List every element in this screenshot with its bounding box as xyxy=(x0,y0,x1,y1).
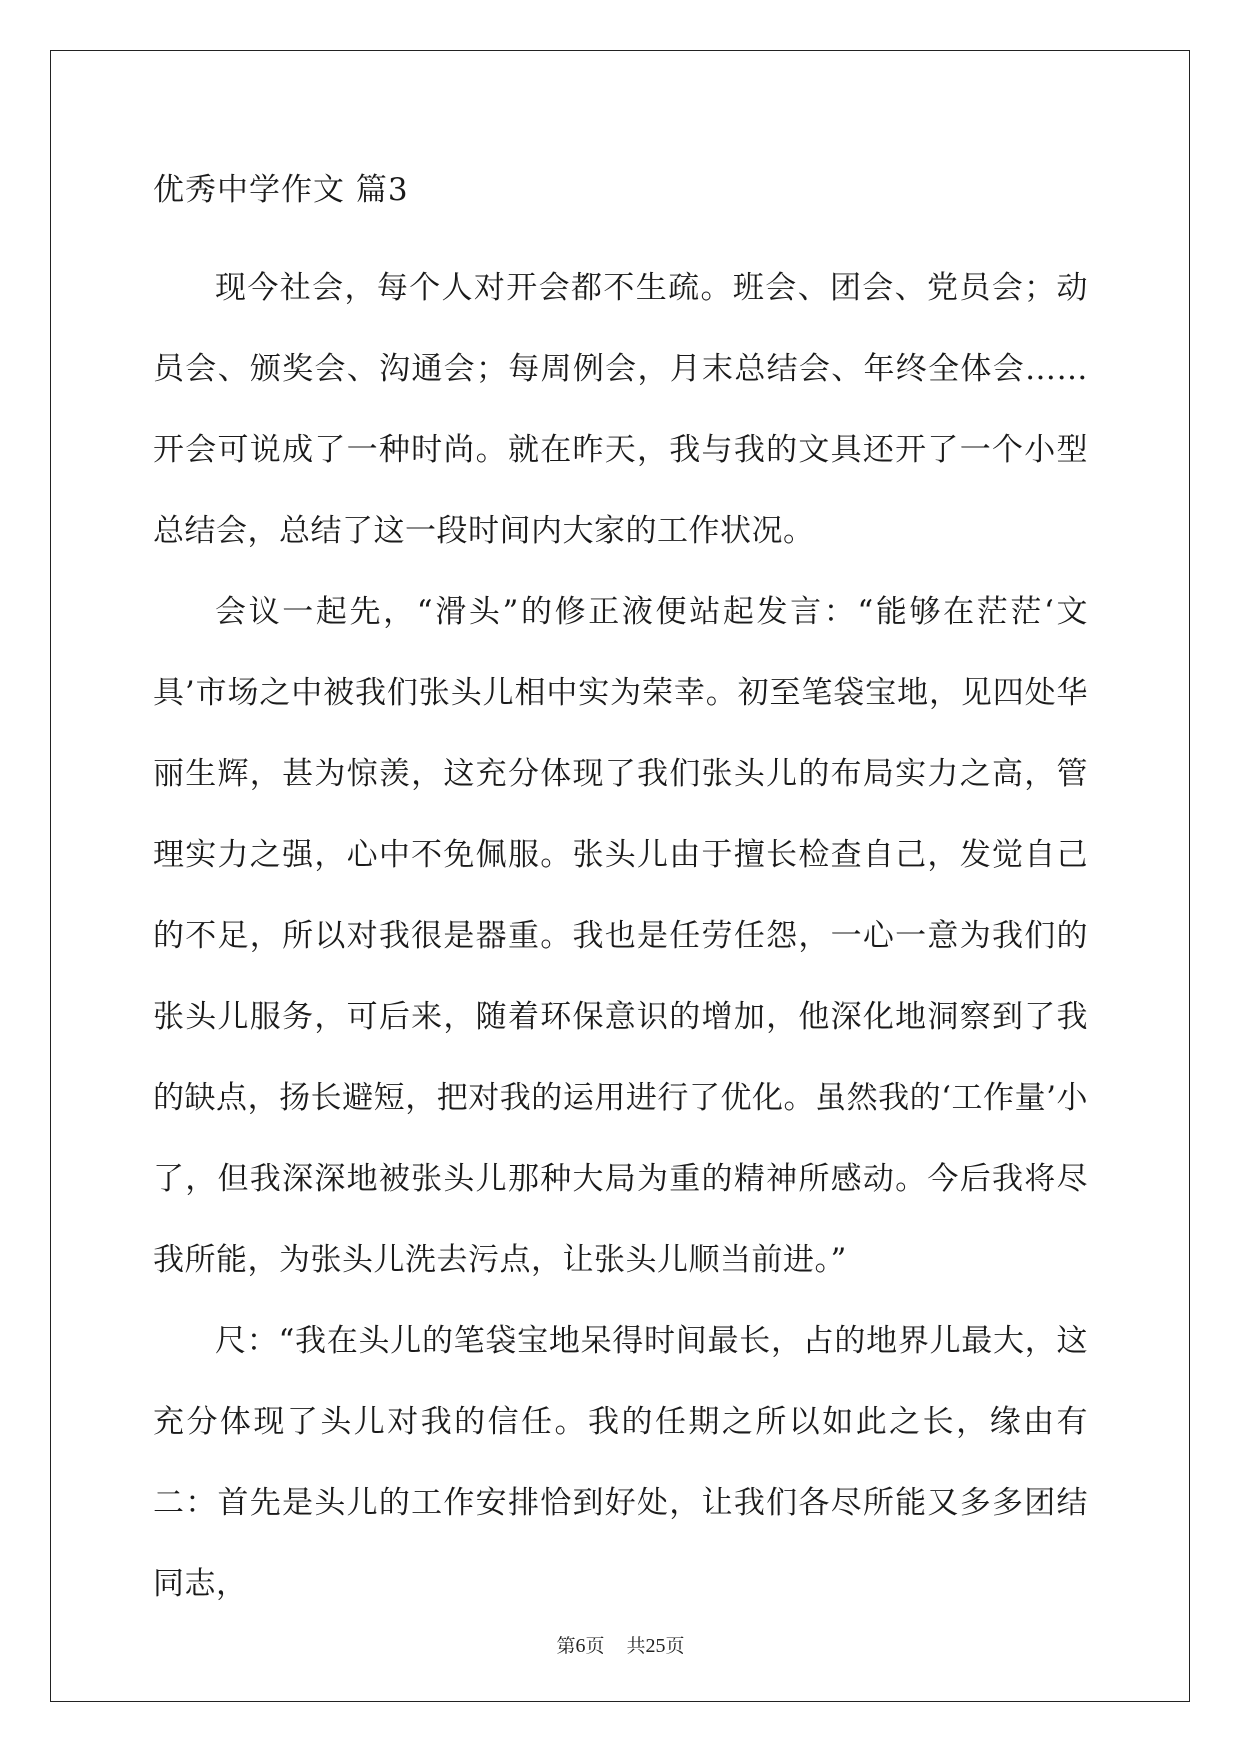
paragraph-3: 尺：“我在头儿的笔袋宝地呆得时间最长，占的地界儿最大，这充分体现了头儿对我的信任。我的任期之所以如此之长，缘由有二：首先是头儿的工作安排恰到好处，让我们各尽所能又多多团结同志， xyxy=(153,1323,1088,1602)
footer-current-page: 6 xyxy=(575,1635,586,1657)
footer-total-prefix: 共 xyxy=(626,1635,646,1657)
page-footer xyxy=(0,1634,1241,1658)
paragraph-2: 会议一起先，“滑头”的修正液便站起发言：“能够在茫茫‘文具’市场之中被我们张头儿相中实为荣幸。初至笔袋宝地，见四处华丽生辉，甚为惊羡，这充分体现了我们张头儿的布局实力之高，管理实力之强，心中不免佩服。张头儿由于擅长检查自己，发觉自己的不足，所以对我很是器重。我也是任劳任怨，一心一意为我们的张头儿服务，可后来，随着环保意识的增加，他深化地洞察到了我的缺点，扬长避短，把对我的运用进行了优化。虽然我的‘工作量’小了，但我深深地被张头儿那种大局为重的精神所感动。今后我将尽我所能，为张头儿洗去污点，让张头儿顺当前进。” xyxy=(153,594,1088,1278)
document-body xyxy=(153,248,1088,1625)
footer-prefix: 第 xyxy=(556,1635,576,1657)
footer-page-suffix: 页 xyxy=(585,1635,605,1657)
footer-total-pages: 25 xyxy=(645,1635,666,1657)
paragraph-1: 现今社会，每个人对开会都不生疏。班会、团会、党员会；动员会、颁奖会、沟通会；每周例会，月末总结会、年终全体会……开会可说成了一种时尚。就在昨天，我与我的文具还开了一个小型总结会，总结了这一段时间内大家的工作状况。 xyxy=(153,270,1088,549)
document-title: 优秀中学作文 篇3 xyxy=(153,172,409,208)
footer-total-suffix: 页 xyxy=(665,1635,685,1657)
